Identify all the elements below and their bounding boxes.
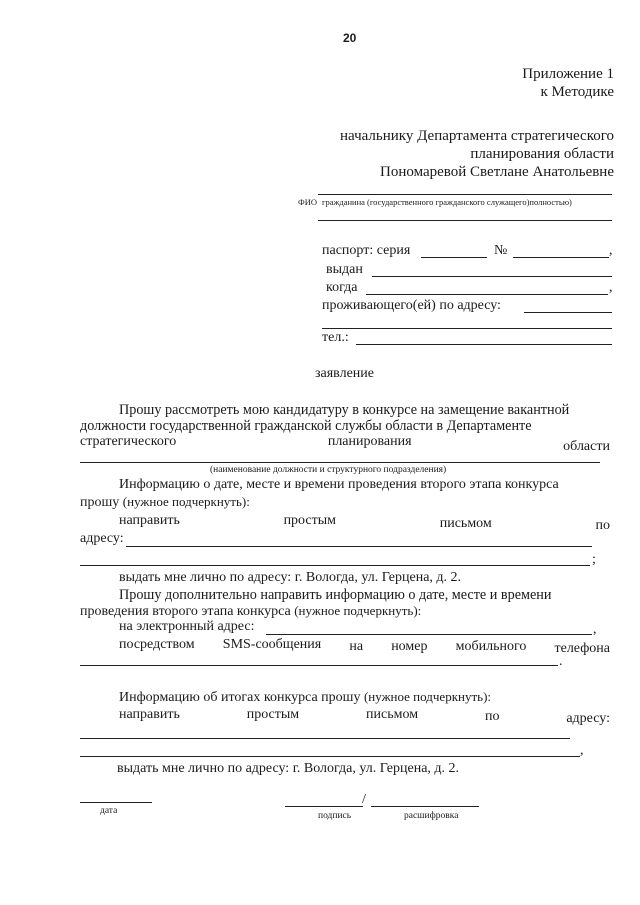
address-field[interactable] xyxy=(126,546,592,547)
send-post2-word-3: письмом xyxy=(366,707,419,722)
email-label: на электронный адрес: xyxy=(119,619,255,634)
additional-note: (нужное подчеркнуть): xyxy=(294,603,422,618)
send-post-word-4: по xyxy=(595,518,610,533)
para1-word-strategic: стратегического xyxy=(80,434,177,449)
when-label: когда xyxy=(326,280,358,295)
results-note: (нужное подчеркнуть): xyxy=(363,689,492,704)
phone-number-field[interactable] xyxy=(80,665,558,666)
phone-field[interactable] xyxy=(356,344,612,345)
passport-number-field[interactable] xyxy=(513,257,609,258)
addressee-line3: Пономаревой Светлане Анатольевне xyxy=(380,164,614,180)
address-field-2[interactable] xyxy=(80,565,590,566)
sms-line xyxy=(119,637,610,657)
send-post2-word-1: направить xyxy=(119,707,180,722)
phone-label: тел.: xyxy=(322,330,349,345)
passport-number-sign: № xyxy=(494,243,508,258)
appendix-line1: Приложение 1 xyxy=(522,66,614,82)
position-caption: (наименование должности и структурного подразделения) xyxy=(210,465,447,475)
sms-word-5: мобильного xyxy=(455,639,527,654)
send-post-word-1: направить xyxy=(119,513,180,528)
issued-field[interactable] xyxy=(372,276,612,277)
issue-personally-1: выдать мне лично по адресу: г. Вологда, ул. Герцена, д. 2. xyxy=(119,570,462,585)
when-comma: , xyxy=(609,280,613,295)
send-post-line-2 xyxy=(119,707,610,727)
statement-title: заявление xyxy=(315,366,375,381)
sms-word-2: SMS-сообщения xyxy=(222,637,322,652)
send-post2-word-5: адресу: xyxy=(566,711,610,726)
send-post-line xyxy=(119,513,610,534)
passport-comma-1: , xyxy=(609,243,613,258)
sms-word-1: посредством xyxy=(119,637,195,652)
appendix-line2: к Методике xyxy=(540,84,614,100)
results-address-field-2[interactable] xyxy=(80,756,580,757)
residing-label: проживающего(ей) по адресу: xyxy=(322,298,501,313)
email-comma: , xyxy=(593,622,597,637)
additional-line1: Прошу дополнительно направить информацию о дате, месте и времени xyxy=(119,587,552,603)
signature-field[interactable] xyxy=(285,806,363,807)
results-address-field[interactable] xyxy=(80,738,570,739)
send-post-word-3: письмом xyxy=(439,516,492,531)
issue-personally-2: выдать мне лично по адресу: г. Вологда, ул. Герцена, д. 2. xyxy=(117,761,460,776)
signature-slash: / xyxy=(362,792,366,807)
decoding-caption: расшифровка xyxy=(404,811,459,821)
decoding-field[interactable] xyxy=(371,806,479,807)
para1-line1: Прошу рассмотреть мою кандидатуру в конкурсе на замещение вакантной xyxy=(119,402,570,418)
para1-word-planning: планирования xyxy=(327,434,412,449)
send-post2-word-2: простым xyxy=(246,707,300,722)
address-semicolon: ; xyxy=(592,552,596,567)
address-label: адресу: xyxy=(80,531,124,546)
signature-caption: подпись xyxy=(318,811,352,821)
phone-number-dot: . xyxy=(559,654,563,669)
residing-field-2[interactable] xyxy=(322,328,612,329)
fio-label: ФИО xyxy=(298,197,317,207)
fio-caption: гражданина (государственного гражданского служащего)полностью) xyxy=(322,197,572,207)
date-field[interactable] xyxy=(80,802,152,803)
send-post-word-2: простым xyxy=(283,513,337,528)
residing-field[interactable] xyxy=(524,312,612,313)
page-number: 20 xyxy=(343,31,357,45)
results-address-comma: , xyxy=(580,743,584,758)
info1-prosu: прошу xyxy=(80,495,120,510)
para1-line3 xyxy=(80,434,610,455)
issued-label: выдан xyxy=(326,262,363,277)
addressee-line2: планирования области xyxy=(470,146,614,162)
info1-note: (нужное подчеркнуть): xyxy=(122,494,250,509)
date-caption: дата xyxy=(100,806,118,816)
sms-word-6: телефона xyxy=(554,641,610,656)
results-line xyxy=(119,689,491,706)
results-main: Информацию об итогах конкурса прошу xyxy=(119,690,361,705)
position-field[interactable] xyxy=(80,462,600,463)
sms-word-3: на xyxy=(349,639,364,654)
addressee-line1: начальнику Департамента стратегического xyxy=(340,128,614,144)
additional-main: проведения второго этапа конкурса xyxy=(80,604,291,619)
additional-line2 xyxy=(80,603,421,620)
email-field[interactable] xyxy=(266,634,592,635)
when-field[interactable] xyxy=(366,294,608,295)
send-post2-word-4: по xyxy=(484,709,500,724)
info1-line2 xyxy=(80,494,250,511)
info1-line1: Информацию о дате, месте и времени проведения второго этапа конкурса xyxy=(119,477,559,492)
para1-word-region: области xyxy=(563,439,610,454)
passport-series-field[interactable] xyxy=(421,257,487,258)
passport-series-label: паспорт: серия xyxy=(322,243,411,258)
sms-word-4: номер xyxy=(391,639,428,654)
fio-line[interactable] xyxy=(318,194,612,195)
fio-line-2[interactable] xyxy=(318,220,612,221)
para1-line2: должности государственной гражданской службы области в Департаменте xyxy=(80,418,532,434)
